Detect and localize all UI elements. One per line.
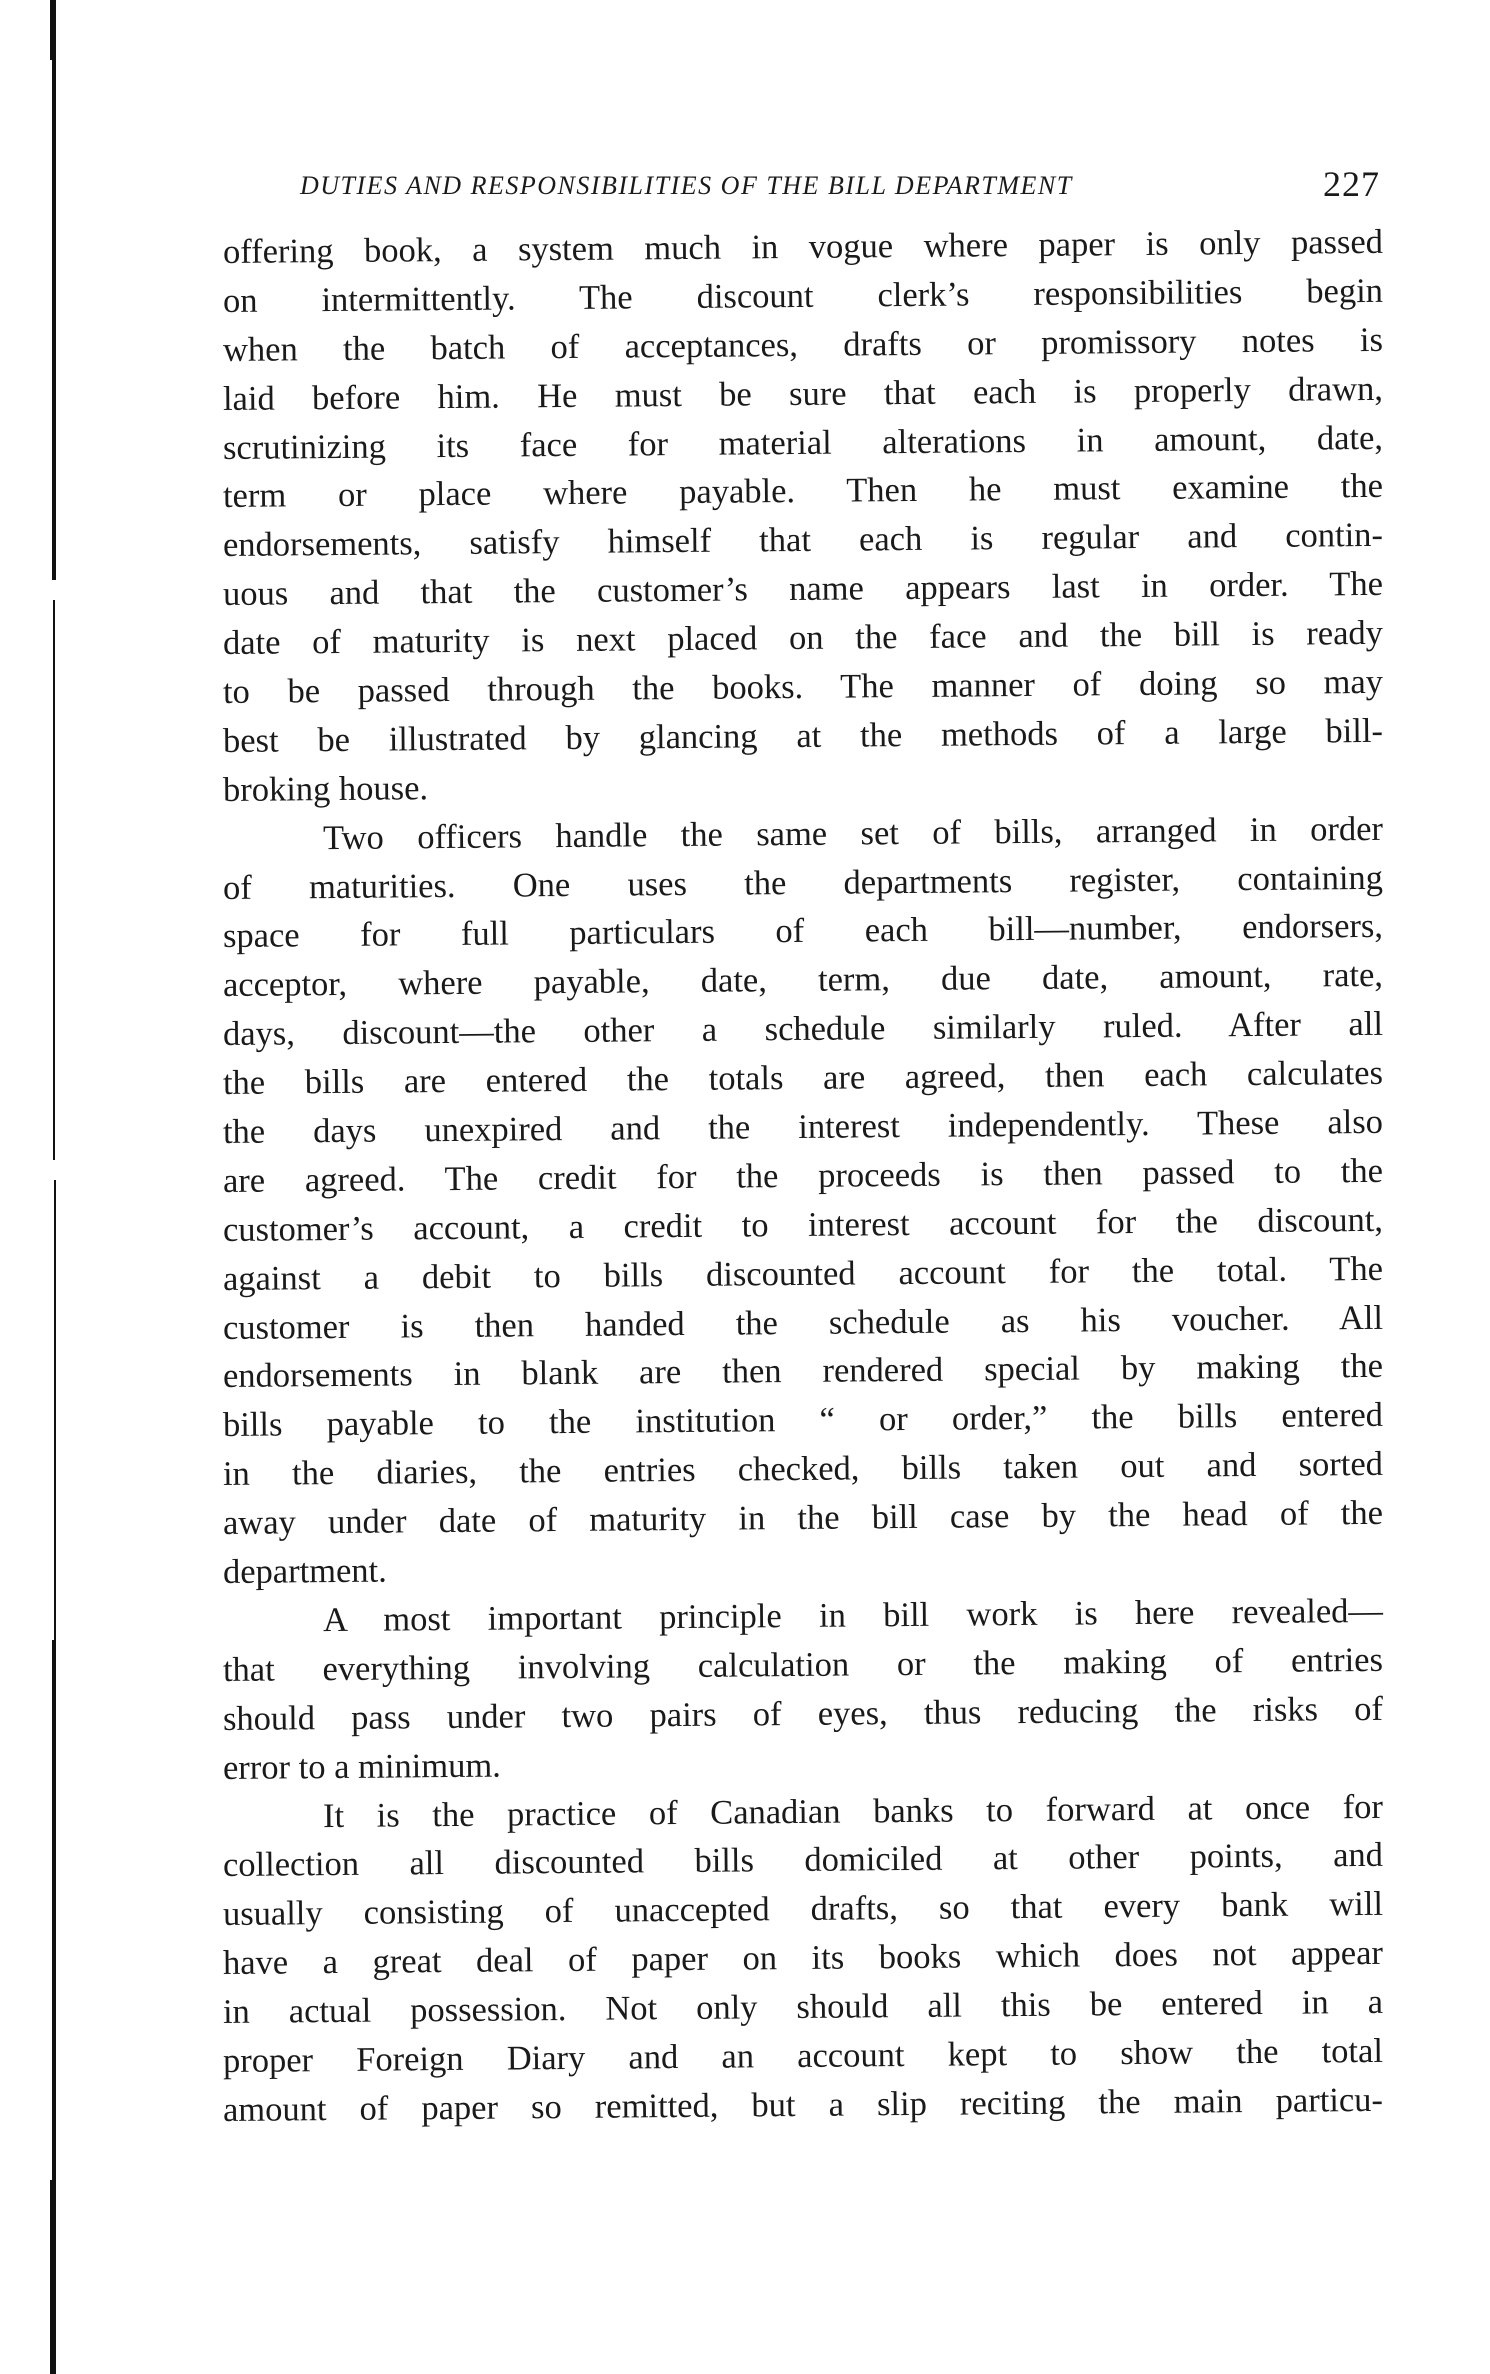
text-line: have a great deal of paper on its books which does not appear	[222, 1934, 1384, 1983]
binding-rule	[50, 2180, 56, 2374]
text-line: should pass under two pairs of eyes, thus reducing the risks of	[222, 1689, 1384, 1738]
text-line: against a debit to bills discounted account for the total. The	[222, 1249, 1384, 1298]
text-line: are agreed. The credit for the proceeds is then passed to the	[222, 1151, 1384, 1200]
text-line: term or place where payable. Then he must examine the	[222, 467, 1384, 516]
text-line: in the diaries, the entries checked, bills taken out and sorted	[222, 1445, 1384, 1494]
text-line: in actual possession. Not only should all this be entered in a	[222, 1982, 1384, 2032]
text-line: endorsements, satisfy himself that each is regular and contin-	[222, 516, 1384, 565]
running-head	[300, 163, 1380, 207]
binding-rule	[53, 600, 55, 1160]
text-line: the days unexpired and the interest independently. These also	[222, 1102, 1384, 1152]
text-line: best be illustrated by glancing at the methods of a large bill-	[222, 711, 1384, 760]
binding-rule	[52, 1640, 56, 2180]
text-line: usually consisting of unaccepted drafts, so that every bank will	[222, 1885, 1384, 1934]
running-head-title: DUTIES AND RESPONSIBILITIES OF THE BILL DEPARTMENT	[300, 171, 1073, 200]
binding-rule	[50, 0, 56, 60]
text-line: space for full particulars of each bill—number, endorsers,	[222, 907, 1384, 956]
page-binding-edge	[0, 0, 70, 2374]
text-line: of maturities. One uses the departments register, containing	[222, 858, 1384, 907]
page-number: 227	[1323, 164, 1380, 204]
binding-rule	[54, 1180, 56, 1640]
text-line: collection all discounted bills domiciled at other points, and	[222, 1836, 1384, 1885]
text-line: endorsements in blank are then rendered special by making the	[222, 1347, 1384, 1396]
text-line: acceptor, where payable, date, term, due date, amount, rate,	[222, 956, 1384, 1005]
text-line: when the batch of acceptances, drafts or promissory notes is	[222, 320, 1384, 369]
text-line: the bills are entered the totals are agreed, then each calculates	[222, 1054, 1384, 1103]
paragraph-first-line: Two officers handle the same set of bills, arranged in order	[322, 809, 1384, 857]
text-line: away under date of maturity in the bill case by the head of the	[222, 1494, 1384, 1543]
paragraph-first-line: A most important principle in bill work is here revealed—	[322, 1591, 1384, 1640]
text-line: broking house.	[222, 769, 429, 809]
text-line: bills payable to the institution “ or order,” the bills entered	[222, 1396, 1384, 1445]
text-line: error to a minimum.	[222, 1746, 502, 1787]
text-line: customer is then handed the schedule as his voucher. All	[222, 1298, 1384, 1347]
text-line: date of maturity is next placed on the face and the bill is ready	[222, 614, 1384, 663]
text-line: laid before him. He must be sure that each is properly drawn,	[222, 369, 1384, 418]
text-line: amount of paper so remitted, but a slip reciting the main particu-	[222, 2080, 1384, 2129]
text-line: scrutinizing its face for material alterations in amount, date,	[222, 418, 1384, 467]
text-line: uous and that the customer’s name appears last in order. The	[222, 565, 1384, 614]
paragraph-first-line: It is the practice of Canadian banks to forward at once for	[322, 1787, 1384, 1835]
text-line: to be passed through the books. The manner of doing so may	[222, 662, 1384, 712]
body-text	[222, 222, 1384, 2135]
text-line: department.	[222, 1551, 387, 1592]
text-line: customer’s account, a credit to interest account for the discount,	[222, 1200, 1384, 1249]
text-line: on intermittently. The discount clerk’s responsibilities begin	[222, 271, 1384, 320]
text-line: days, discount—the other a schedule similarly ruled. After all	[222, 1005, 1384, 1054]
binding-rule	[52, 60, 56, 580]
text-line: offering book, a system much in vogue where paper is only passed	[222, 222, 1384, 271]
text-line: that everything involving calculation or the making of entries	[222, 1640, 1384, 1689]
text-line: proper Foreign Diary and an account kept to show the total	[222, 2031, 1384, 2080]
